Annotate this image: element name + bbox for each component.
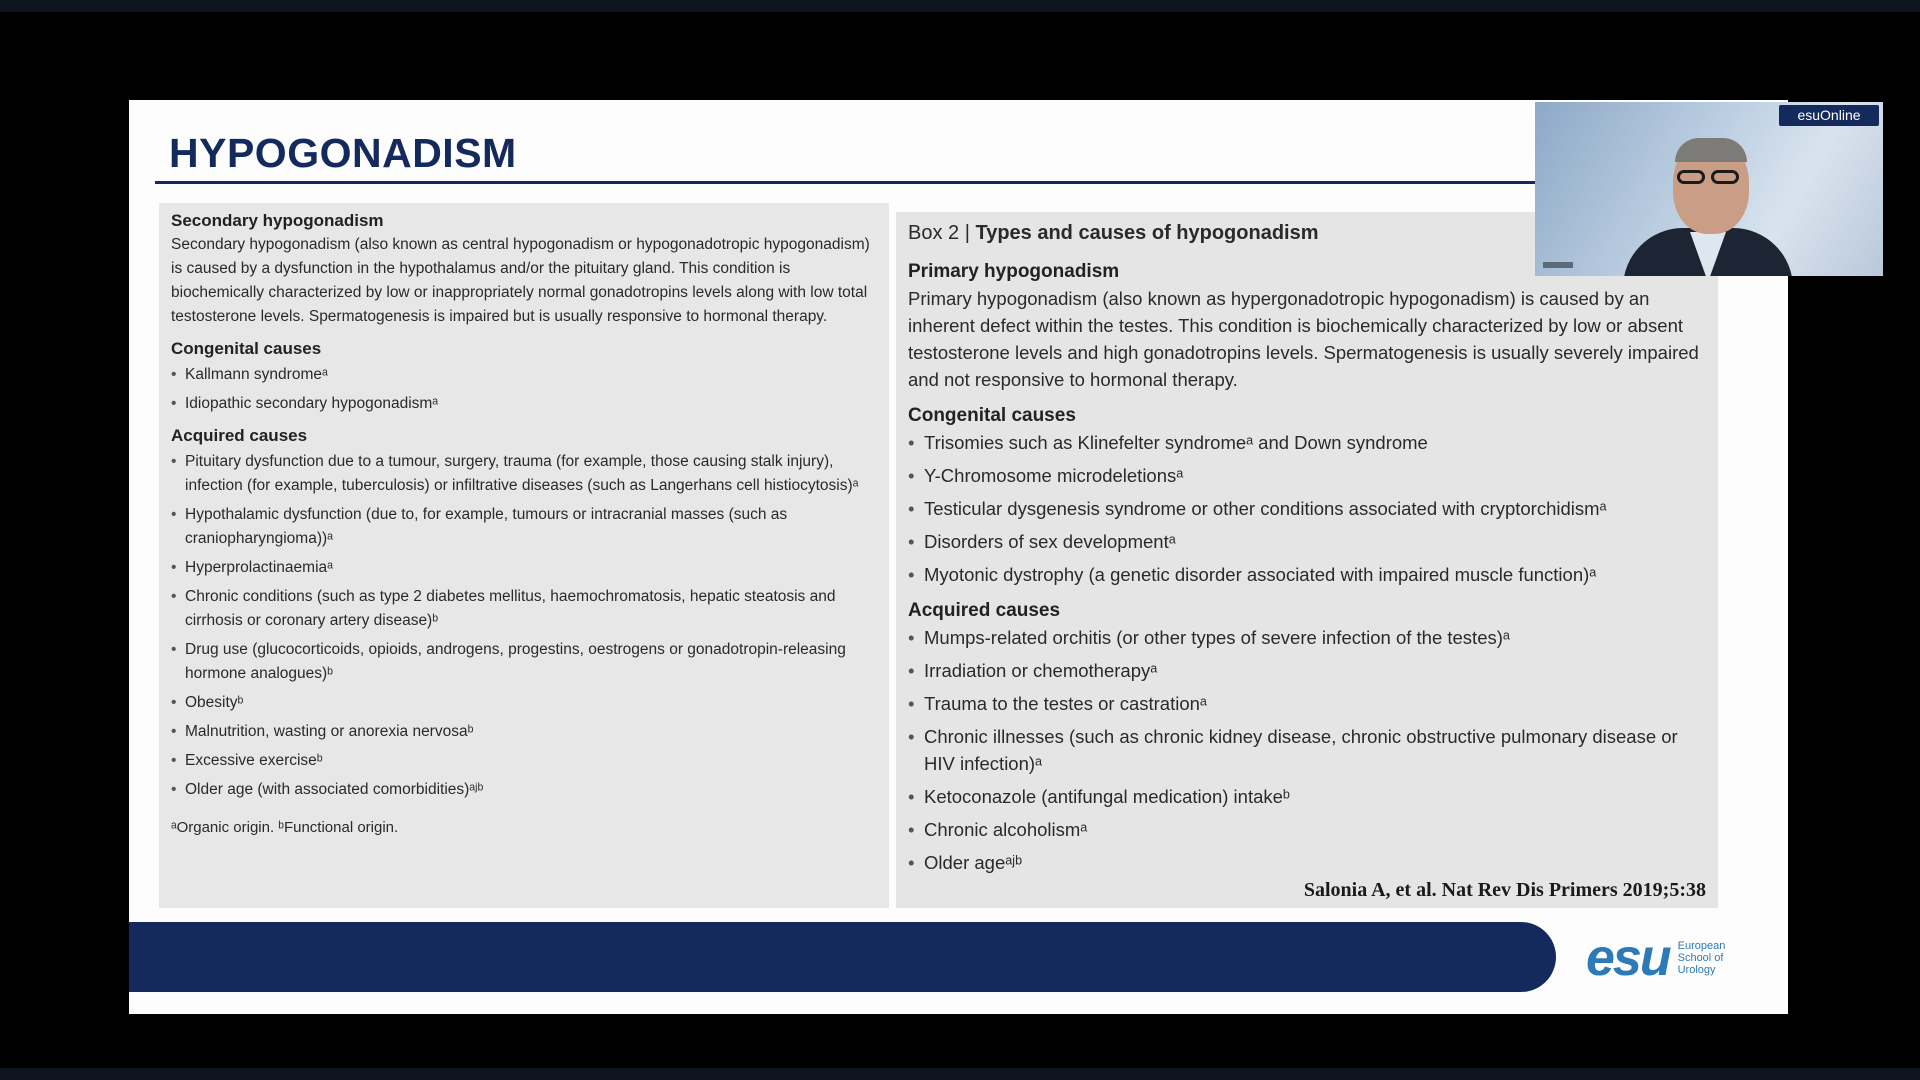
primary-description: Primary hypogonadism (also known as hypergonadotropic hypogonadism) is caused by an inherent defect within the testes. This condition is biochemically characterized by low or absent testosterone levels and high gonadotropins levels. Spermatogenesis is usually severely impaired and not responsive to hormonal therapy. <box>908 288 1699 390</box>
list-item: • Older ageᵃʲᵇ <box>908 849 1706 876</box>
list-item: • Hyperprolactinaemiaᵃ <box>171 556 877 580</box>
glasses-icon <box>1677 170 1745 186</box>
left-acquired-heading: Acquired causes <box>171 426 308 445</box>
list-item: • Trisomies such as Klinefelter syndromeᵃ and Down syndrome <box>908 429 1706 456</box>
list-item: • Testicular dysgenesis syndrome or other conditions associated with cryptorchidismᵃ <box>908 495 1706 522</box>
list-item: • Y-Chromosome microdeletionsᵃ <box>908 462 1706 489</box>
list-item: • Irradiation or chemotherapyᵃ <box>908 657 1706 684</box>
list-item: • Older age (with associated comorbidities)ᵃʲᵇ <box>171 778 877 802</box>
box-2-panel <box>896 212 1718 908</box>
list-item: • Kallmann syndromeᵃ <box>171 363 877 387</box>
list-item: • Excessive exerciseᵇ <box>171 749 877 773</box>
top-black-bar <box>0 0 1920 12</box>
esu-online-badge: esuOnline <box>1779 105 1879 126</box>
left-congenital-heading: Congenital causes <box>171 339 322 358</box>
left-acquired-list <box>171 450 877 802</box>
list-item: • Disorders of sex developmentᵃ <box>908 528 1706 555</box>
logo-text-line: Urology <box>1677 964 1716 976</box>
list-item: • Pituitary dysfunction due to a tumour, surgery, trauma (for example, those causing stalk injury), infection (for example, tuberculosis) or infiltrative diseases (such as Langerhans cell histiocytosis)ᵃ <box>171 450 877 498</box>
list-item: • Chronic alcoholismᵃ <box>908 816 1706 843</box>
left-congenital-list <box>171 363 877 416</box>
logo-text-line: School of <box>1677 952 1724 964</box>
logo-mark: esu <box>1586 929 1670 987</box>
box-number: Box 2 | <box>908 222 970 244</box>
presenter-webcam[interactable] <box>1535 102 1883 276</box>
logo-text <box>1678 940 1726 976</box>
logo-text-line: European <box>1677 940 1726 952</box>
list-item: • Mumps-related orchitis (or other types of severe infection of the testes)ᵃ <box>908 624 1706 651</box>
box-title: Types and causes of hypogonadism <box>975 222 1319 244</box>
bottom-black-bar <box>0 1068 1920 1080</box>
secondary-heading: Secondary hypogonadism <box>171 211 384 230</box>
slide-title: HYPOGONADISM <box>169 130 517 176</box>
footnote: ᵃOrganic origin. ᵇFunctional origin. <box>171 819 399 836</box>
citation: Salonia A, et al. Nat Rev Dis Primers 2019;5:38 <box>1303 879 1706 901</box>
right-congenital-list <box>908 429 1706 588</box>
secondary-hypogonadism-panel <box>159 203 889 908</box>
presenter-hair <box>1675 138 1747 162</box>
list-item: • Ketoconazole (antifungal medication) intakeᵇ <box>908 783 1706 810</box>
webcam-label-bar <box>1543 262 1573 268</box>
list-item: • Hypothalamic dysfunction (due to, for example, tumours or intracranial masses (such as craniopharyngioma))ᵃ <box>171 503 877 551</box>
list-item: • Chronic illnesses (such as chronic kidney disease, chronic obstructive pulmonary disease or HIV infection)ᵃ <box>908 723 1706 777</box>
list-item: • Drug use (glucocorticoids, opioids, androgens, progestins, oestrogens or gonadotropin-releasing hormone analogues)ᵇ <box>171 638 877 686</box>
right-acquired-list <box>908 624 1706 876</box>
list-item: • Trauma to the testes or castrationᵃ <box>908 690 1706 717</box>
primary-heading: Primary hypogonadism <box>908 261 1120 282</box>
esu-logo <box>1586 929 1776 987</box>
secondary-description: Secondary hypogonadism (also known as central hypogonadism or hypogonadotropic hypogonadism) is caused by a dysfunction in the hypothalamus and/or the pituitary gland. This condition is biochemically characterized by low or inappropriately normal gonadotropins levels along with low total testosterone levels. Spermatogenesis is impaired but is usually responsive to hormonal therapy. <box>171 236 870 325</box>
title-underline <box>155 181 1775 184</box>
list-item: • Obesityᵇ <box>171 691 877 715</box>
list-item: • Chronic conditions (such as type 2 diabetes mellitus, haemochromatosis, hepatic steatosis and cirrhosis or coronary artery disease)ᵇ <box>171 585 877 633</box>
list-item: • Idiopathic secondary hypogonadismᵃ <box>171 392 877 416</box>
right-congenital-heading: Congenital causes <box>908 405 1076 426</box>
footer-bar <box>129 922 1556 992</box>
list-item: • Myotonic dystrophy (a genetic disorder associated with impaired muscle function)ᵃ <box>908 561 1706 588</box>
list-item: • Malnutrition, wasting or anorexia nervosaᵇ <box>171 720 877 744</box>
right-acquired-heading: Acquired causes <box>908 600 1061 621</box>
